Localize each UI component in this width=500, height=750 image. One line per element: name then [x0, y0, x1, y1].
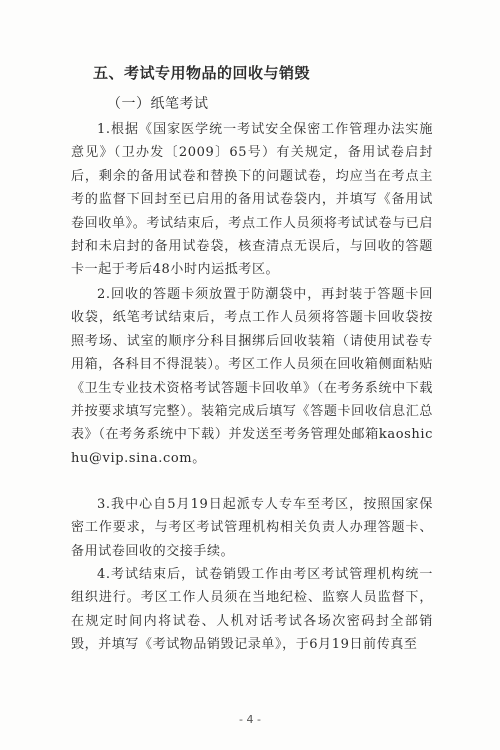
- section-heading: 五、考试专用物品的回收与销毁: [93, 64, 311, 82]
- paragraph-text: 1.根据《国家医学统一考试安全保密工作管理办法实施意见》（卫办发〔2009〕65号）有关规定，备用试卷启封后，剩余的备用试卷和替换下的问题试卷，均应当在考点主考的监督下回封至已启用的备用试卷袋内，并填写《备用试卷回收单》。考试结束后，考点工作人员须将考试试卷与已启封和未启封的备用试卷袋，核查清点无误后，与回收的答题卡一起于考后48小时内运抵考区。: [71, 122, 433, 278]
- paragraph-text: 4.考试结束后，试卷销毁工作由考区考试管理机构统一组织进行。考区工作人员须在当地纪检、监察人员监督下，在规定时间内将试卷、人机对话考试各场次密码封全部销毁，并填写《考试物品销毁记录单》，于6月19日前传真至: [71, 567, 433, 653]
- sub-heading: （一）纸笔考试: [107, 96, 209, 112]
- paragraph-1: [71, 118, 433, 282]
- page-number: - 4 -: [239, 713, 261, 726]
- paragraph-text: 2.回收的答题卡须放置于防潮袋中，再封装于答题卡回收袋，纸笔考试结束后，考点工作人员须将答题卡回收袋按照考场、试室的顺序分科目捆绑后回收装箱（请使用试卷专用箱，各科目不得混装）。考区工作人员须在回收箱侧面粘贴《卫生专业技术资格考试答题卡回收单》（在考务系统中下载并按要求填写完整）。装箱完成后填写《答题卡回收信息汇总表》（在考务系统中下载）并发送至考务管理处邮箱kaoshichu@vip.sina.com。: [71, 287, 433, 466]
- paragraph-text: 3.我中心自5月19日起派专人专车至考区，按照国家保密工作要求，与考区考试管理机构相关负责人办理答题卡、备用试卷回收的交接手续。: [71, 497, 433, 559]
- paragraph-2: [71, 283, 433, 470]
- paragraph-4: [71, 563, 433, 657]
- paragraph-3: [71, 493, 433, 563]
